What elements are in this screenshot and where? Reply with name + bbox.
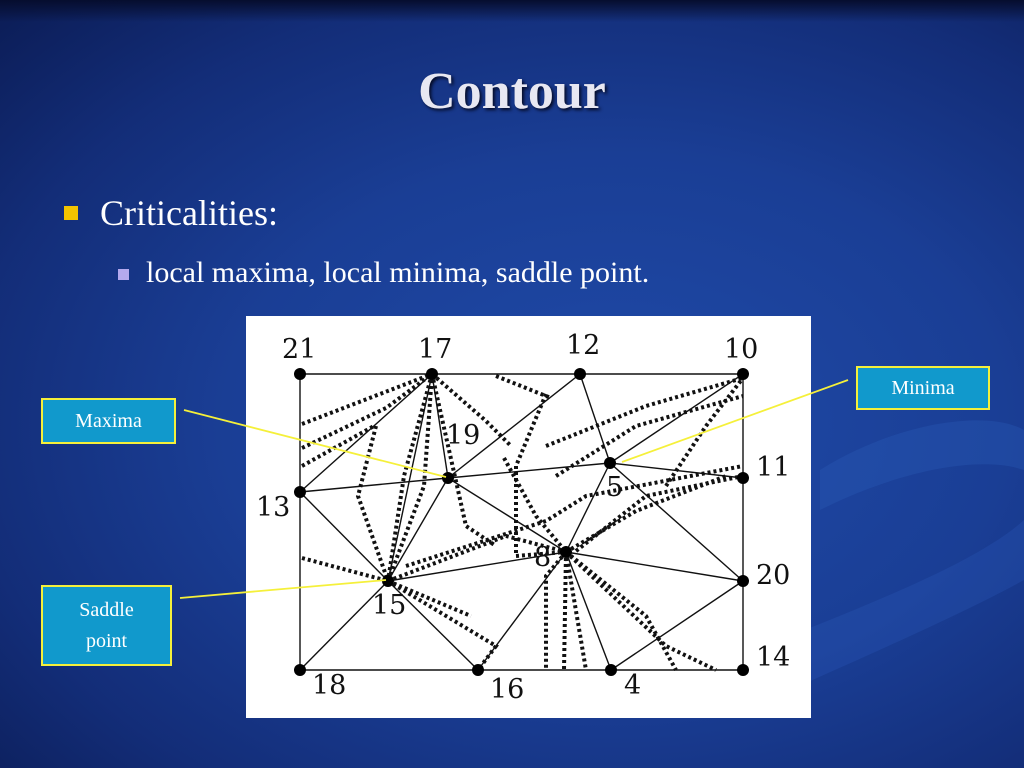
bullet-text: Criticalities:: [100, 193, 278, 233]
vertex-12: [574, 368, 586, 380]
vertex-8: [560, 546, 572, 558]
label-18: 18: [312, 670, 347, 701]
vertex-11: [737, 472, 749, 484]
callout-minima: [856, 366, 990, 410]
vertex-18: [294, 664, 306, 676]
contour-diagram: [246, 316, 811, 718]
label-8: 8: [534, 542, 552, 573]
vertex-21: [294, 368, 306, 380]
label-5: 5: [606, 472, 624, 503]
callout-saddle-line2: point: [85, 629, 128, 652]
label-16: 16: [490, 674, 525, 705]
vertex-15: [382, 575, 394, 587]
slide-title: Contour: [418, 63, 606, 120]
callout-saddle-point: [41, 585, 172, 666]
vertex-20: [737, 575, 749, 587]
label-15: 15: [372, 590, 407, 621]
vertex-16: [472, 664, 484, 676]
sub-bullet-text: local maxima, local minima, saddle point.: [146, 256, 650, 289]
label-4: 4: [624, 670, 642, 701]
vertex-4: [605, 664, 617, 676]
vertex-13: [294, 486, 306, 498]
callout-maxima: [41, 398, 176, 444]
vertex-19: [442, 472, 454, 484]
label-13: 13: [256, 492, 291, 523]
label-12: 12: [566, 330, 601, 361]
vertex-17: [426, 368, 438, 380]
vertex-5: [604, 457, 616, 469]
label-21: 21: [282, 334, 317, 365]
label-17: 17: [418, 334, 453, 365]
triangulation-svg: [246, 316, 811, 718]
callout-maxima-label: Maxima: [75, 409, 142, 432]
callout-minima-label: Minima: [891, 376, 955, 399]
mesh-edges: [300, 374, 743, 670]
callout-saddle-line1: Saddle: [79, 598, 134, 621]
label-10: 10: [724, 334, 759, 365]
label-20: 20: [756, 560, 791, 591]
bullet-square-icon: [64, 206, 78, 220]
label-19: 19: [446, 420, 481, 451]
label-11: 11: [756, 452, 791, 483]
sub-bullet-square-icon: [118, 269, 129, 280]
vertex-14: [737, 664, 749, 676]
vertex-10: [737, 368, 749, 380]
label-14: 14: [756, 642, 791, 673]
